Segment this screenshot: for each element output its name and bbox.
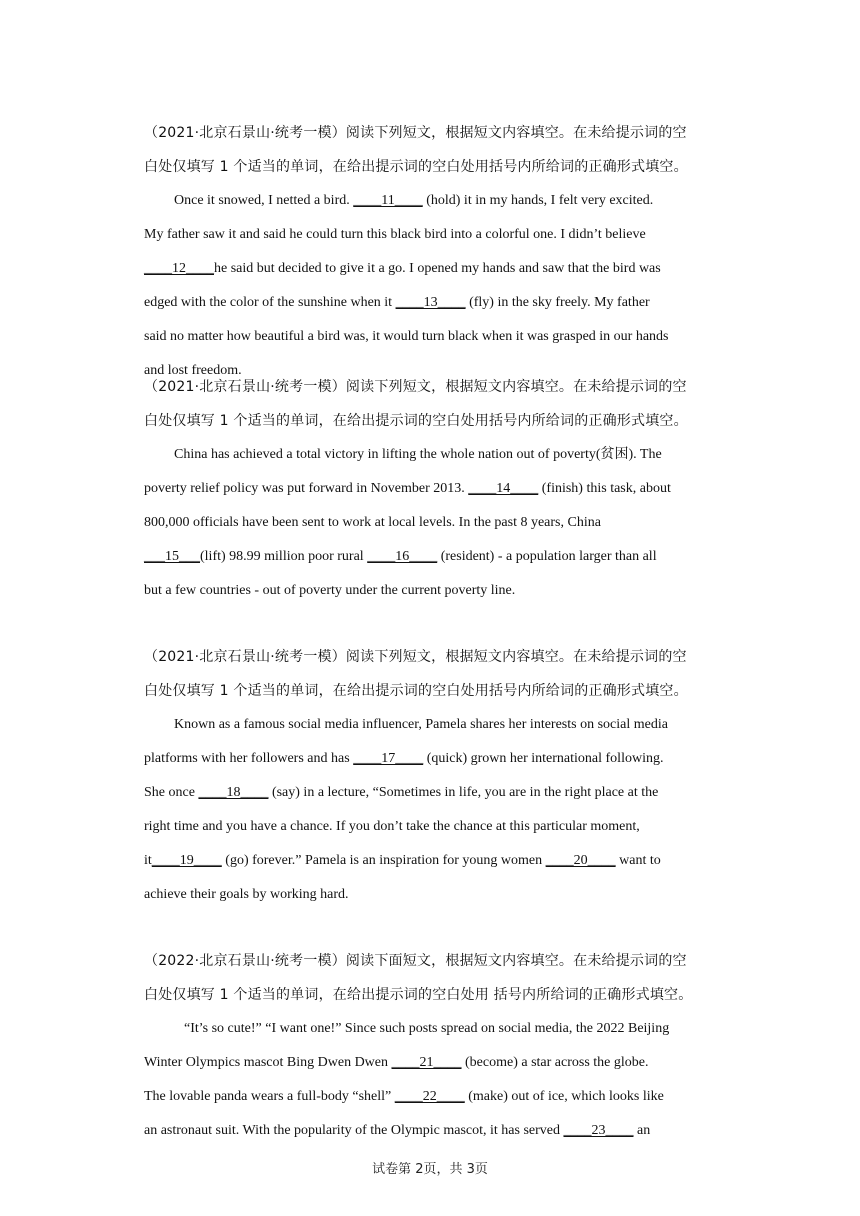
passage-2-line-5: but a few countries - out of poverty under the current poverty line. [144, 583, 516, 598]
passage-3-instruction-line-2: 白处仅填写 1 个适当的单词，在给出提示词的空白处用括号内所给词的正确形式填空。 [144, 683, 688, 699]
passage-3-line-4: right time and you have a chance. If you don’t take the chance at this particular moment, [144, 819, 640, 834]
text: (resident) - a population larger than all [437, 549, 657, 564]
text: The lovable panda wears a full-body “shell” [144, 1089, 395, 1104]
passage-2-instruction-line-1: （2021·北京石景山·统考一模）阅读下列短文，根据短文内容填空。在未给提示词的空 [144, 379, 687, 395]
text: She once [144, 785, 199, 800]
text: poverty relief policy was put forward in November 2013. [144, 481, 469, 496]
page-footer: 试卷第 2页，共 3页 [372, 1162, 488, 1177]
text: he said but decided to give it a go. I opened my hands and saw that the bird was [214, 261, 661, 276]
blank-18[interactable]: ____18____ [198, 785, 269, 800]
text: (become) a star across the globe. [461, 1055, 649, 1070]
passage-1-instruction-line-1: （2021·北京石景山·统考一模）阅读下列短文，根据短文内容填空。在未给提示词的空 [144, 125, 687, 141]
blank-14[interactable]: ____14____ [468, 481, 539, 496]
blank-16[interactable]: ____16____ [367, 549, 438, 564]
blank-19[interactable]: ____19____ [151, 853, 222, 868]
passage-2-line-2 [144, 472, 724, 506]
text: Winter Olympics mascot Bing Dwen Dwen [144, 1055, 392, 1070]
blank-11[interactable]: ____11____ [353, 193, 423, 208]
text: an [633, 1123, 651, 1138]
passage-4-instruction-line-2: 白处仅填写 1 个适当的单词，在给出提示词的空白处用 括号内所给词的正确形式填空。 [144, 987, 693, 1003]
text: (say) in a lecture, “Sometimes in life, you are in the right place at the [268, 785, 659, 800]
text: (hold) it in my hands, I felt very excited. [422, 193, 654, 208]
passage-1-line-1 [144, 184, 724, 218]
question-passage-2 [144, 370, 724, 608]
question-passage-4 [144, 944, 724, 1148]
blank-17[interactable]: ____17____ [353, 751, 424, 766]
passage-2-instruction-line-2: 白处仅填写 1 个适当的单词，在给出提示词的空白处用括号内所给词的正确形式填空。 [144, 413, 688, 429]
text: (quick) grown her international following. [423, 751, 664, 766]
blank-20[interactable]: ____20____ [545, 853, 616, 868]
passage-1-line-2: My father saw it and said he could turn this black bird into a colorful one. I didn’t believe [144, 227, 646, 242]
passage-1-instruction-line-2: 白处仅填写 1 个适当的单词，在给出提示词的空白处用括号内所给词的正确形式填空。 [144, 159, 688, 175]
passage-2-line-1: China has achieved a total victory in lifting the whole nation out of poverty(贫困). The [174, 447, 662, 462]
passage-3-line-2 [144, 742, 724, 776]
blank-15[interactable]: ___15___ [144, 549, 200, 564]
text: Once it snowed, I netted a bird. [174, 193, 354, 208]
passage-3-line-3 [144, 776, 724, 810]
passage-4-line-1: “It’s so cute!” “I want one!” Since such posts spread on social media, the 2022 Beijing [184, 1021, 670, 1036]
question-passage-3 [144, 640, 724, 912]
text: (lift) 98.99 million poor rural [200, 549, 368, 564]
text: it [144, 853, 152, 868]
passage-3-line-5 [144, 844, 724, 878]
text: want to [615, 853, 661, 868]
blank-12[interactable]: ____12____ [144, 261, 214, 276]
passage-1-line-4 [144, 286, 724, 320]
blank-21[interactable]: ____21____ [391, 1055, 462, 1070]
text: edged with the color of the sunshine when it [144, 295, 396, 310]
passage-4-instruction-line-1: （2022·北京石景山·统考一模）阅读下面短文，根据短文内容填空。在未给提示词的空 [144, 953, 687, 969]
passage-1-line-6: and lost freedom. [144, 363, 242, 378]
passage-2-line-4 [144, 540, 724, 574]
passage-1-line-5: said no matter how beautiful a bird was, it would turn black when it was grasped in our hands [144, 329, 669, 344]
passage-4-line-2 [144, 1046, 724, 1080]
text: (finish) this task, about [538, 481, 671, 496]
blank-13[interactable]: ____13____ [395, 295, 466, 310]
text: an astronaut suit. With the popularity of the Olympic mascot, it has served [144, 1123, 564, 1138]
passage-2-line-3: 800,000 officials have been sent to work at local levels. In the past 8 years, China [144, 515, 601, 530]
text: (go) forever.” Pamela is an inspiration for young women [221, 853, 546, 868]
question-passage-1 [144, 116, 724, 388]
blank-23[interactable]: ____23____ [563, 1123, 634, 1138]
passage-1-line-3 [144, 252, 724, 286]
text: (make) out of ice, which looks like [464, 1089, 664, 1104]
passage-3-instruction-line-1: （2021·北京石景山·统考一模）阅读下列短文，根据短文内容填空。在未给提示词的空 [144, 649, 687, 665]
passage-3-line-1: Known as a famous social media influencer, Pamela shares her interests on social media [174, 717, 668, 732]
passage-4-line-3 [144, 1080, 724, 1114]
blank-22[interactable]: ____22____ [394, 1089, 465, 1104]
passage-4-line-4 [144, 1114, 724, 1148]
text: (fly) in the sky freely. My father [465, 295, 650, 310]
text: platforms with her followers and has [144, 751, 354, 766]
passage-3-line-6: achieve their goals by working hard. [144, 887, 349, 902]
